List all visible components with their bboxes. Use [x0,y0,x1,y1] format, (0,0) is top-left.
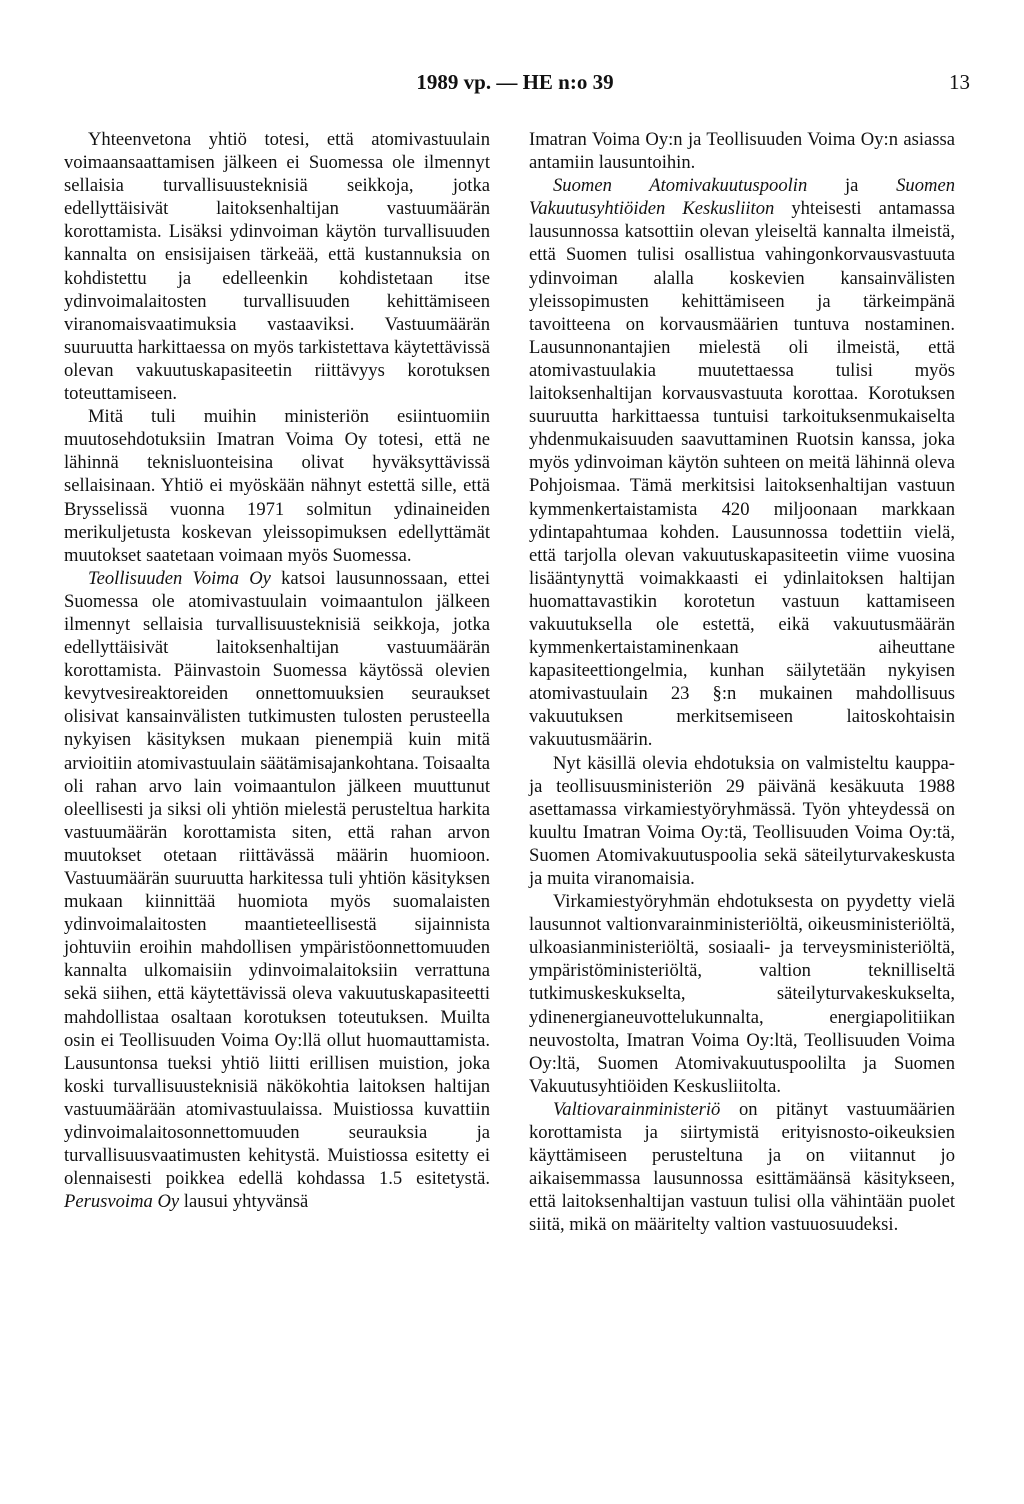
left-paragraph-3-tail: lausui yhtyvänsä [179,1191,309,1213]
left-paragraph-3-body: katsoi lausunnossaan, ettei Suomessa ole atomivastuulain voimaantulon jälkeen ilmennyt sellaisia turvallisuusteknisiä seikkoja, jotka edellyttäisivät laitoksenhaltijan vastuumäärän korottamista. Päinvastoin Suomessa käytössä olevien kevytvesireaktoreiden onnettomuuksien seuraukset olisivat kansainvälisten tutkimusten tulosten perusteella nykyisen käsityksen mukaan pienempiä kuin mitä arvioitiin atomivastuulain säätämisajankohtana. Toisaalta oli rahan arvo lain voimaantulon jälkeen muuttunut oleellisesti ja siksi oli yhtiön mielestä perusteltua harkita vastuumäärän korottamista siten, että rahan arvon muutokset otetaan riittävässä määrin huomioon. Vastuumäärän suuruutta harkitessa tuli yhtiön käsityksen mukaan kiinnittää huomiota myös suomalaisten ydinvoimalaitosten maantieteellisestä sijainnista johtuviin eroihin mahdollisen ympäristöonnettomuuden kannalta ulkomaisiin ydinvoimalaitoksiin verrattuna sekä siihen, että käytettävissä oleva vakuutuskapasiteetti mahdollistaa osaltaan korotuksen toteutuksen. Muilta osin ei Teollisuuden Voima Oy:llä ollut huomauttamista. Lausuntonsa tueksi yhtiö liitti erillisen muistion, joka koski turvallisuusteknisiä näkökohtia laitoksen haltijan vastuumäärään atomivastuulaissa. Muistiossa kuvattiin ydinvoimalaitosonnettomuuden seurauksia ja turvallisuusvaatimusten kehitystä. Muistiossa esitetty ei olennaisesti poikkea edellä kohdassa 1.5 esitetystä. [64,567,490,1190]
right-column [529,128,955,1237]
org-name-keskusliitto: Suomen Vakuutusyhtiöiden Keskusliiton [529,175,955,220]
right-paragraph-5-body: on pitänyt vastuumäärien korottamista ja siirtymistä erityisnosto-oikeuksien käyttämiseen perusteltuna ja on viitannut jo aikaisemmassa lausunnossa esittämäänsä käsitykseen, että laitoksenhaltijan vastuun tulisi olla vähintään puolet siitä, mikä on määritelty valtion vastuuosuudeksi. [529,1098,955,1236]
company-name-tvo: Teollisuuden Voima Oy [88,567,271,589]
right-paragraph-2-and: ja [807,175,897,197]
left-paragraph-1: Yhteenvetona yhtiö totesi, että atomivastuulain voimaansaattamisen jälkeen ei Suomessa ole ilmennyt sellaisia turvallisuusteknisiä seikkoja, jotka edellyttäisivät laitoksenhaltijan vastuumäärän korottamista. Lisäksi ydinvoiman käytön turvallisuuden kannalta on ensisijaisen tärkeää, että kustannuksia on kohdistettu ja edelleenkin kohdistetaan itse ydinvoimalaitosten turvallisuuden kehittämiseen viranomaisvaatimuksia vastaaviksi. Vastuumäärän suuruutta harkittaessa on myös tarkistettava käytettävissä olevan vakuutuskapasiteetin riittävyys korotuksen toteuttamiseen. [64,129,490,405]
right-paragraph-4: Virkamiestyöryhmän ehdotuksesta on pyydetty vielä lausunnot valtionvarainministeriöltä, oikeusministeriöltä, ulkoasianministeriöltä, sosiaali- ja terveysministeriöltä, ympäristöministeriöltä, valtion teknilliseltä tutkimuskeskukselta, säteilyturvakeskukselta, ydinenergianeuvottelukunnalta, energiapolitiikan neuvostolta, Imatran Voima Oy:ltä, Teollisuuden Voima Oy:ltä, Suomen Atomivakuutuspoolilta ja Suomen Vakuutusyhtiöiden Keskusliitolta. [529,891,955,1097]
page-header [60,70,970,100]
left-paragraph-2: Mitä tuli muihin ministeriön esiintuomiin muutosehdotuksiin Imatran Voima Oy totesi, että ne lähinnä teknisluonteisina olivat hyväksyttävissä sellaisinaan. Yhtiö ei myöskään nähnyt estettä sille, että Brysselissä vuonna 1971 solmitun ydinaineiden merikuljetusta koskevan yleissopimuksen edellyttämät muutokset saatetaan voimaan myös Suomessa. [64,406,490,566]
page-number: 13 [949,70,970,94]
right-paragraph-1: Imatran Voima Oy:n ja Teollisuuden Voima Oy:n asiassa antamiin lausuntoihin. [529,129,955,174]
company-name-perusvoima: Perusvoima Oy [64,1191,180,1213]
running-title: 1989 vp. — HE n:o 39 [416,70,614,94]
org-name-atomivakuutuspooli: Suomen Atomivakuutuspoolin [553,175,808,197]
left-paragraph-3 [64,567,490,1214]
org-name-valtiovarainministerio: Valtiovarainministeriö [553,1098,721,1120]
right-paragraph-2 [529,174,955,751]
right-paragraph-5 [529,1098,955,1237]
right-paragraph-3: Nyt käsillä olevia ehdotuksia on valmisteltu kauppa- ja teollisuusministeriön 29 päivänä kesäkuuta 1988 asettamassa virkamiestyöryhmässä. Työn yhteydessä on kuultu Imatran Voima Oy:tä, Teollisuuden Voima Oy:tä, Suomen Atomivakuutuspoolia sekä säteilyturvakeskusta ja muita viranomaisia. [529,752,955,889]
right-paragraph-2-body: yhteisesti antamassa lausunnossa katsottiin olevan yleiseltä kannalta ilmeistä, että Suomen tulisi osallistua vahingonkorvausvastuuta ydinvoiman alalla koskevien kansainvälisten yleissopimusten kehittämiseen ja tärkeimpänä tavoitteena on korvausmäärien tuntuva nostaminen. Lausunnonantajien mielestä oli ilmeistä, että atomivastuulakia muutettaessa tulisi myös laitoksenhaltijan korvausvastuuta korottaa. Korotuksen suuruutta harkittaessa tuntuisi tarkoituksenmukaiselta yhdenmukaisuuden saavuttaminen Ruotsin kanssa, joka myös ydinvoiman käytön suhteen on meitä lähinnä oleva Pohjoismaa. Tämä merkitsisi laitoksenhaltijan vastuun kymmenkertaistamista 420 miljoonaan markkaan ydintapahtumaa kohden. Lausunnossa todettiin vielä, että tarjolla olevan vakuutuskapasiteetin viime vuosina lisääntynyttä voimakkaasti ei ydinlaitoksen haltijan huomattavastikin korotetun vastuun kattamiseen vakuutuksella ole estettä, eikä vakuutusmäärän kymmenkertaistaminenkaan aiheuttane kapasiteettiongelmia, kunhan säilytetään nykyisen atomivastuulain 23 §:n mukainen mahdollisuus vakuutuksen merkitsemiseen laitoskohtaisin vakuutusmäärin. [529,198,955,751]
left-column [64,128,490,1213]
